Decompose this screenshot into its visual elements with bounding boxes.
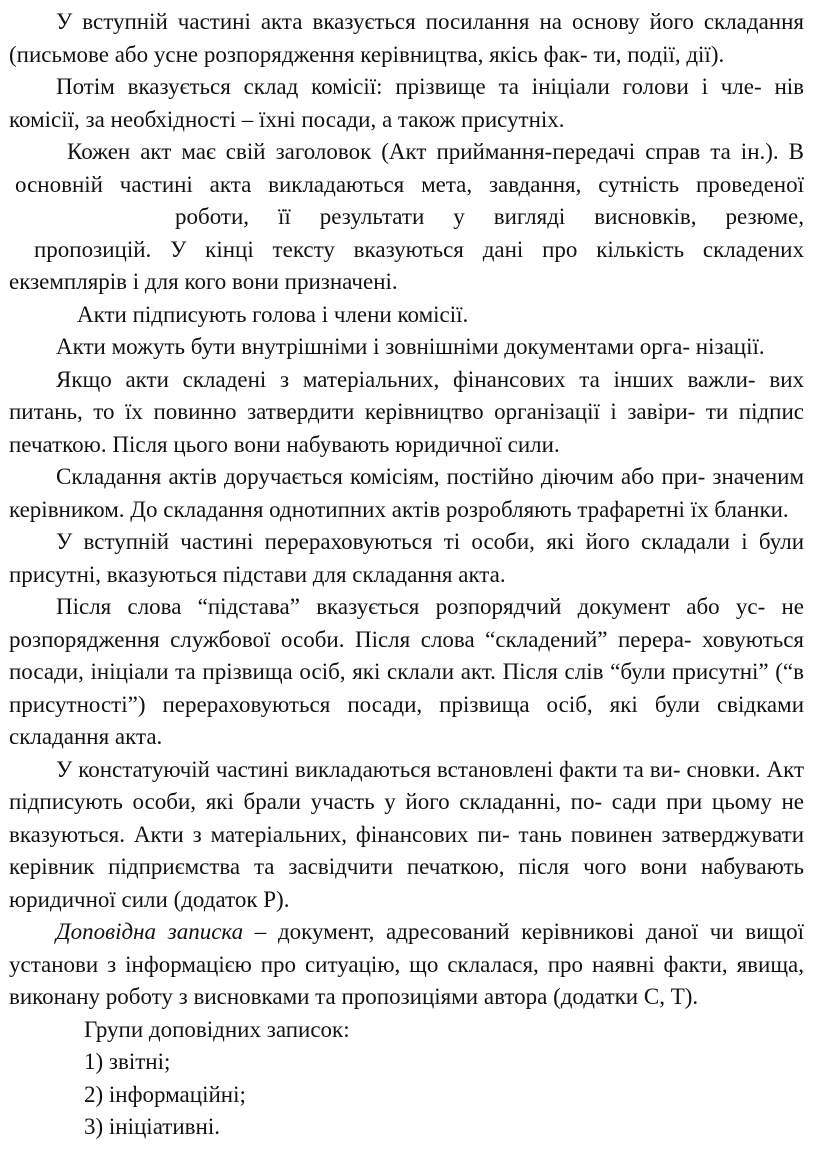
- report-memo-definition: – документ, адресований керівникові даної чи вищої установи з інформацією про ситуацію, що склалася, про наявні факти, явища, виконану роботу з висновками та пропозиціями автора (додатки С, Т).: [9, 919, 805, 1009]
- paragraph-act-title-line-5: екземплярів і для кого вони призначені.: [9, 269, 398, 294]
- list-title: Групи доповідних записок:: [84, 1016, 350, 1042]
- list-item: 1) звітні;: [84, 1049, 171, 1074]
- paragraph-act-title-line-1: Кожен акт має свій заголовок (Акт приймання-передачі справ та ін.). В: [67, 139, 804, 164]
- paragraph-report-memo: [9, 916, 804, 1014]
- paragraph-approval: Якщо акти складені з матеріальних, фінансових та інших важли- вих питань, то їх повинно затвердити керівництво організації і завіри- ти підпис печаткою. Після цього вони набувають юридичної сили.: [9, 366, 804, 457]
- paragraph-internal-external: Акти можуть бути внутрішніми і зовнішніми документами орга- нізації.: [56, 334, 765, 359]
- paragraph-intro-basis: У вступній частині акта вказується посилання на основу його складання (письмове або усне розпорядження керівництва, якісь фак- ти, події, дії).: [9, 9, 804, 67]
- paragraph-act-title-line-4: пропозицій. У кінці тексту вказуються дані про кількість складених: [34, 236, 804, 262]
- paragraph-intro-persons: У вступній частині перераховуються ті особи, які його складали і були присутні, вказуються підстави для складання акта.: [9, 529, 804, 587]
- memo-groups-list: [9, 1046, 804, 1144]
- paragraph-act-title: [9, 136, 804, 299]
- paragraph-act-title-line-3: роботи, її результати у вигляді висновків, резюме,: [175, 204, 804, 229]
- term-report-memo: Доповідна записка: [56, 919, 244, 944]
- list-item: 2) інформаційні;: [84, 1081, 246, 1107]
- paragraph-signatures: Акти підписують голова і члени комісії.: [77, 301, 469, 327]
- list-item: 3) ініціативні.: [84, 1114, 220, 1139]
- paragraph-stating-part: У констатуючій частині викладаються встановлені факти та ви- сновки. Акт підписують особи, які брали участь у його складанні, по- сади при цьому не вказуються. Акти з матеріальних, фінансових пи- тань повинен затверджувати керівник підприємства та засвідчити печаткою, після чого вони набувають юридичної сили (додаток Р).: [9, 756, 804, 912]
- paragraph-basis-word: Після слова “підстава” вказується розпорядчий документ або ус- не розпорядження службової особи. Після слова “складений” перера- ховуються посади, ініціали та прізвища осіб, які склали акт. Після слів “були присутні” (“в присутності”) перераховуються посади, прізвища осіб, які були свідками складання акта.: [9, 594, 804, 749]
- paragraph-act-title-line-2: основній частині акта викладаються мета, завдання, сутність проведеної: [15, 171, 804, 197]
- paragraph-commissions: Складання актів доручається комісіям, постійно діючим або при- значеним керівником. До складання однотипних актів розробляють трафаретні їх бланки.: [9, 464, 804, 522]
- paragraph-commission: Потім вказується склад комісії: прізвище та ініціали голови і чле- нів комісії, за необхідності – їхні посади, а також присутніх.: [9, 74, 804, 132]
